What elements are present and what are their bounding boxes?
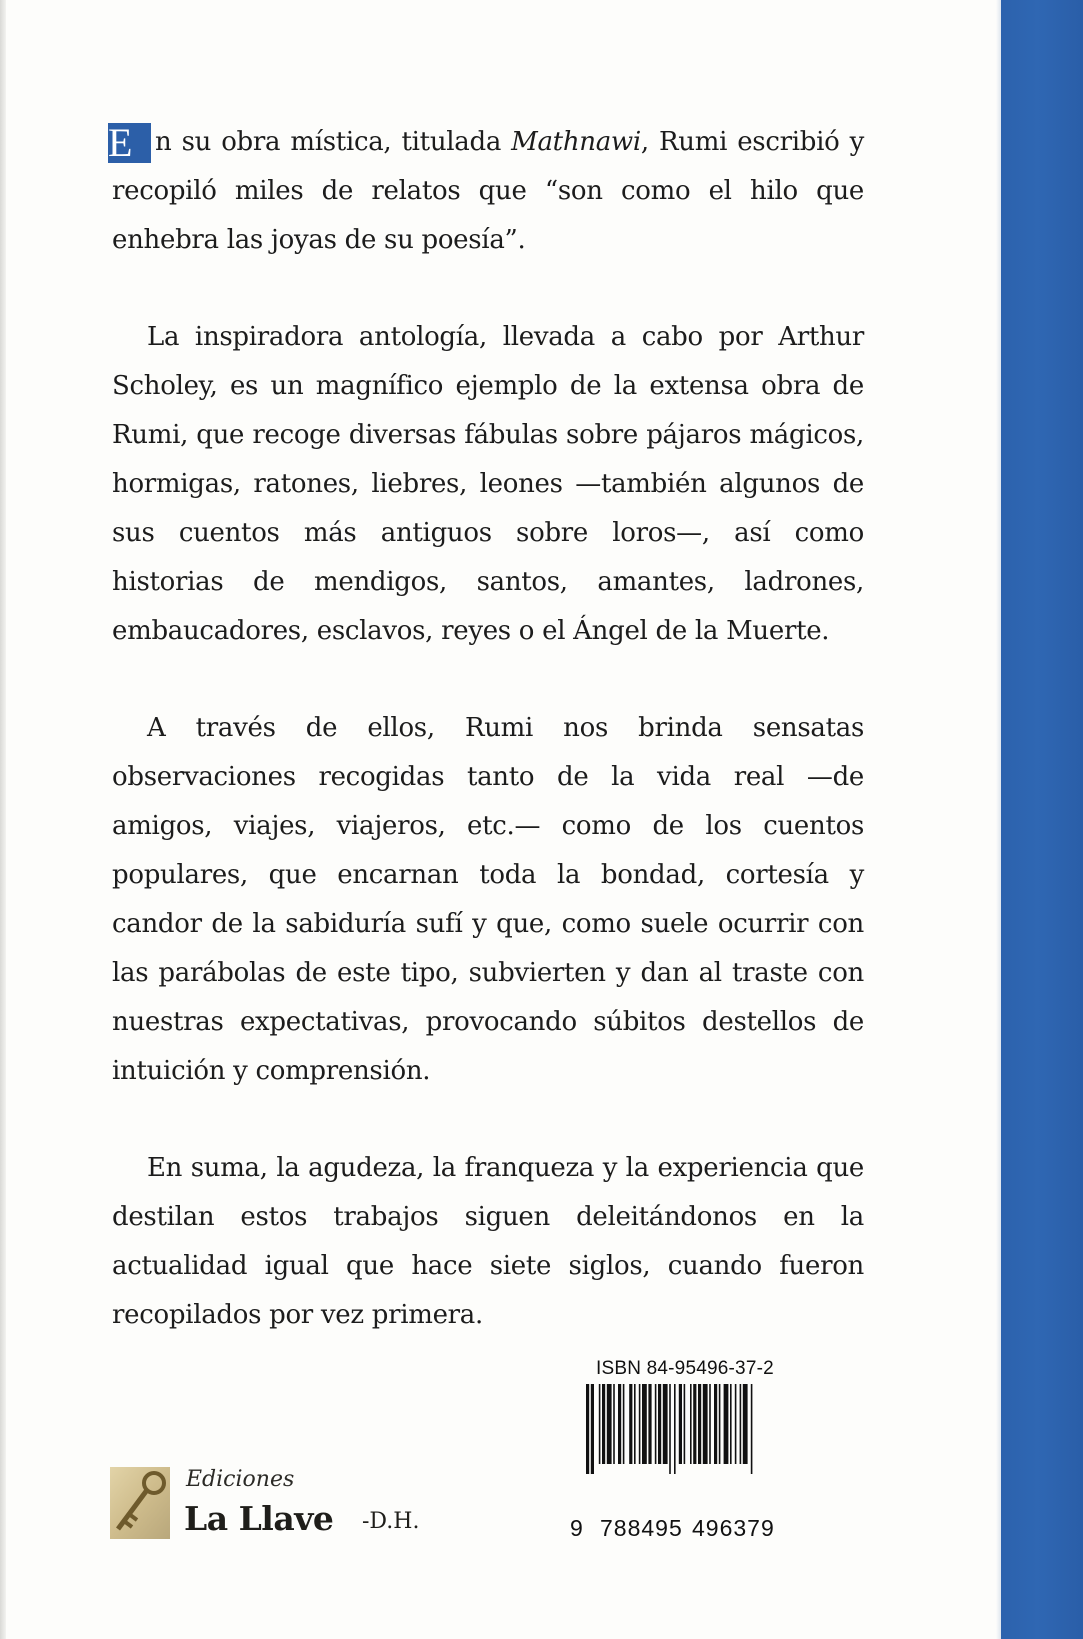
key-icon xyxy=(110,1467,170,1539)
barcode-bar xyxy=(751,1384,753,1474)
barcode-bar xyxy=(658,1384,661,1464)
drop-cap: E xyxy=(108,123,151,163)
barcode-bar xyxy=(613,1384,615,1464)
barcode-bar xyxy=(669,1384,671,1474)
ean-first-digit: 9 xyxy=(570,1515,583,1541)
paragraph-1-start: n su obra mística, titulada xyxy=(155,127,512,157)
barcode-bar xyxy=(591,1384,594,1474)
barcode-bar xyxy=(693,1384,696,1464)
barcode-bar xyxy=(602,1384,605,1464)
book-title-mathnawi: Mathnawi xyxy=(511,127,641,157)
barcode-bars xyxy=(586,1384,796,1474)
barcode-bar xyxy=(690,1384,692,1464)
barcode-bar xyxy=(639,1384,641,1464)
barcode-bar xyxy=(623,1384,625,1464)
paragraph-1-end: , Rumi escribió y recopiló miles de relatos que “son como el hilo que enhebra las joyas de su poesía”. xyxy=(112,127,864,255)
barcode-bar xyxy=(642,1384,647,1464)
barcode-bar xyxy=(698,1384,701,1464)
publisher-ediciones-label: Ediciones xyxy=(186,1467,295,1492)
barcode-bar xyxy=(586,1384,589,1474)
barcode-bar xyxy=(730,1384,732,1464)
barcode-bar xyxy=(634,1384,636,1464)
barcode-bar xyxy=(629,1384,632,1464)
barcode-bar xyxy=(648,1384,651,1464)
ean-left-group: 788495 xyxy=(600,1515,683,1541)
barcode-bar xyxy=(703,1384,708,1464)
isbn-label: ISBN 84-95496-37-2 xyxy=(596,1358,774,1379)
publisher-suffix: -D.H. xyxy=(362,1509,420,1534)
barcode-bar xyxy=(735,1384,737,1464)
paragraph-1 xyxy=(108,118,864,265)
barcode-bar xyxy=(684,1384,686,1464)
paragraph-3: A través de ellos, Rumi nos brinda sensatas observaciones recogidas tanto de la vida real —de amigos, viajes, viajeros, etc.— como de los cuentos populares, que encarnan toda la bondad, cortesía y candor de la sabiduría sufí y que, como suele ocurrir con las parábolas de este tipo, subvierten y dan al traste con nuestras expectativas, provocando súbitos destellos de intuición y comprensión. xyxy=(112,713,864,1086)
barcode-bar xyxy=(679,1384,682,1464)
page-left-edge xyxy=(0,0,6,1639)
blurb-text xyxy=(108,118,864,1388)
barcode-bar xyxy=(599,1384,601,1464)
paragraph-4: En suma, la agudeza, la franqueza y la experiencia que destilan estos trabajos siguen deleitándonos en la actualidad igual que hace siete siglos, cuando fueron recopilados por vez primera. xyxy=(112,1153,864,1330)
paragraph-2: La inspiradora antología, llevada a cabo por Arthur Scholey, es un magnífico ejemplo de la extensa obra de Rumi, que recoge diversas fábulas sobre pájaros mágicos, hormigas, ratones, liebres, leones —también algunos de sus cuentos más antiguos sobre loros—, así como historias de mendigos, santos, amantes, ladrones, embaucadores, esclavos, reyes o el Ángel de la Muerte. xyxy=(112,322,864,646)
barcode-bar xyxy=(607,1384,612,1464)
publisher-logo xyxy=(110,1467,450,1542)
barcode-bar xyxy=(618,1384,621,1464)
ean-right-group: 496379 xyxy=(692,1515,775,1541)
barcode-bar xyxy=(655,1384,657,1464)
barcode-bar xyxy=(740,1384,742,1464)
barcode-block xyxy=(586,1358,796,1478)
barcode-bar xyxy=(724,1384,729,1464)
publisher-name: La Llave xyxy=(184,1499,334,1538)
barcode-bar xyxy=(663,1384,668,1464)
barcode-bar xyxy=(709,1384,711,1464)
barcode-bar xyxy=(714,1384,717,1464)
blue-spine-band xyxy=(1001,0,1083,1639)
barcode-bar xyxy=(743,1384,748,1464)
barcode-bar xyxy=(719,1384,721,1464)
barcode-bar xyxy=(674,1384,676,1474)
